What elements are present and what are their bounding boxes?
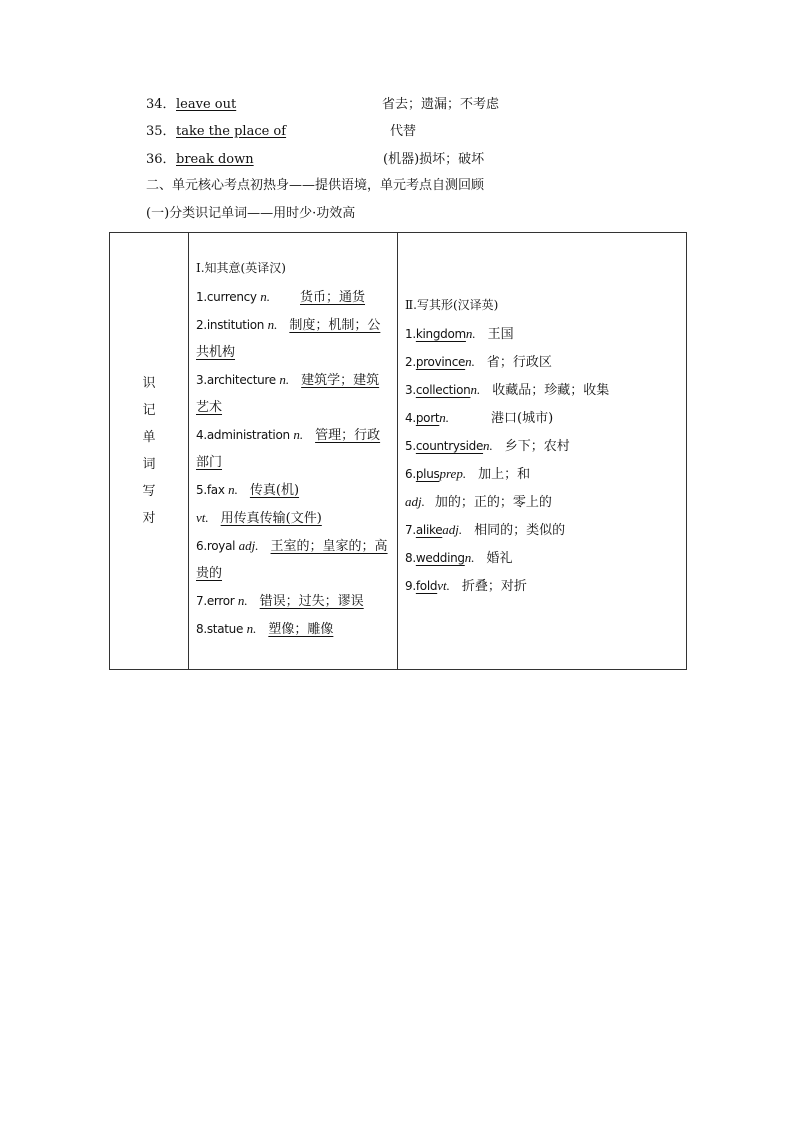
meaning-entry: 5.fax n. 传真(机) xyxy=(196,482,300,498)
form-entry: 1.kingdomn. 王国 xyxy=(405,326,514,342)
meaning-entry: 7.error n. 错误；过失；谬误 xyxy=(196,593,364,609)
phrase-line xyxy=(146,95,500,115)
phrase-chinese: (机器)损坏；破坏 xyxy=(383,152,485,167)
form-entry: 2.provincen. 省；行政区 xyxy=(405,354,552,370)
phrase-number: 34． xyxy=(146,97,176,112)
meaning-entry: 4.administration n. 管理；行政部门 xyxy=(196,427,381,470)
phrase-english: leave out xyxy=(176,97,237,112)
meaning-entry: vt. 用传真传输(文件) xyxy=(196,510,322,526)
phrase-line xyxy=(146,122,417,142)
phrase-english: take the place of xyxy=(176,124,287,139)
form-entry: 9.foldvt. 折叠；对折 xyxy=(405,578,527,594)
phrase-number: 35． xyxy=(146,124,176,139)
side-label-cell xyxy=(110,233,189,670)
section2-title: Ⅱ.写其形(汉译英) xyxy=(405,298,499,312)
meaning-entry: 8.statue n. 塑像；雕像 xyxy=(196,621,334,637)
form-entry: adj. 加的；正的；零上的 xyxy=(405,494,552,510)
sub-heading: (一)分类识记单词——用时少·功效高 xyxy=(146,206,356,221)
section-heading: 二、单元核心考点初热身——提供语境，单元考点自测回顾 xyxy=(146,178,485,193)
form-entry: 6.plusprep. 加上；和 xyxy=(405,466,531,482)
form-entry: 3.collectionn. 收藏品；珍藏；收集 xyxy=(405,382,610,398)
meaning-entry: 6.royal adj. 王室的；皇家的；高贵的 xyxy=(196,538,388,581)
phrase-english: break down xyxy=(176,152,254,167)
meaning-column xyxy=(189,233,398,670)
form-column xyxy=(398,233,687,670)
meaning-entry: 1.currency n. 货币；通货 xyxy=(196,289,366,305)
phrase-chinese: 省去；遗漏；不考虑 xyxy=(382,97,500,112)
meaning-entry: 3.architecture n. 建筑学；建筑艺术 xyxy=(196,372,380,415)
form-entry: 4.portn. 港口(城市) xyxy=(405,410,554,426)
phrase-number: 36． xyxy=(146,152,176,167)
side-label: 识 记 单 词 写 对 xyxy=(142,376,156,526)
vocabulary-table xyxy=(109,232,687,670)
phrase-line xyxy=(146,150,485,170)
form-entry: 7.alikeadj. 相同的；类似的 xyxy=(405,522,566,538)
section1-title: Ⅰ.知其意(英译汉) xyxy=(196,261,286,275)
form-entry: 5.countrysiden. 乡下；农村 xyxy=(405,438,570,454)
meaning-entry: 2.institution n. 制度；机制；公共机构 xyxy=(196,317,381,360)
form-entry: 8.weddingn. 婚礼 xyxy=(405,550,513,566)
phrase-chinese: 代替 xyxy=(390,124,417,139)
